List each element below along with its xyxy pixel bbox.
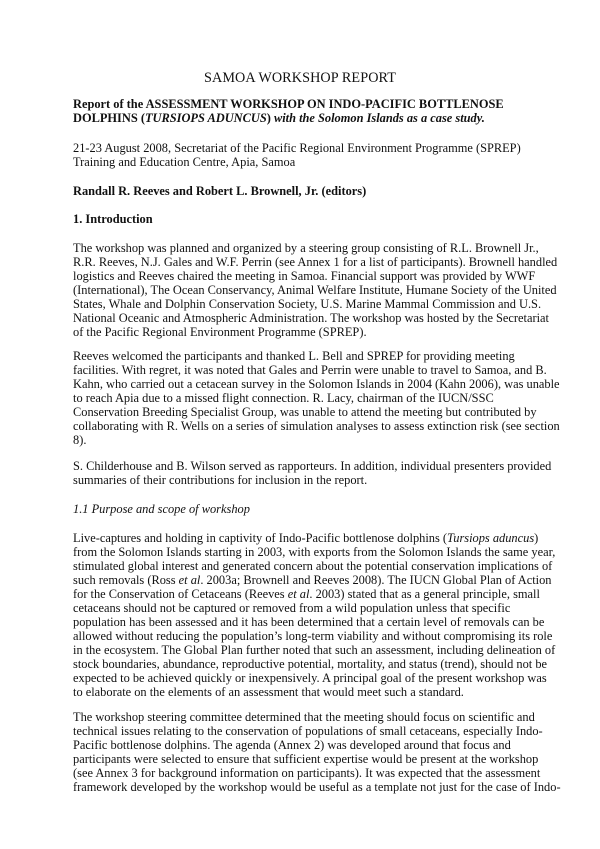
text-run: population has been assessed and it has been determined that a certain level of removals can be — [73, 615, 545, 629]
text-line: The workshop steering committee determined that the meeting should focus on scientific and — [73, 710, 535, 724]
text-line: Reeves welcomed the participants and thanked L. Bell and SPREP for providing meeting — [73, 349, 515, 363]
text-line — [73, 601, 573, 615]
text-run: stock boundaries, abundance, reproductive potential, mortality, and status (trend), should not be — [73, 657, 548, 671]
text-line: Training and Education Centre, Apia, Samoa — [73, 155, 296, 169]
text-run: DOLPHINS ( — [73, 111, 145, 125]
text-line — [73, 573, 573, 587]
text-line: National Oceanic and Atmospheric Administration. The workshop was hosted by the Secretariat — [73, 311, 550, 325]
text-run: et al — [287, 587, 310, 601]
text-line: 21-23 August 2008, Secretariat of the Pacific Regional Environment Programme (SPREP) — [73, 141, 521, 155]
text-line — [73, 531, 573, 545]
text-line: (see Annex 3 for background information on participants). It was expected that the assessment — [73, 766, 541, 780]
text-line — [73, 587, 573, 601]
text-run: Tursiops aduncus — [447, 531, 535, 545]
text-run: ) — [266, 111, 274, 125]
text-run: ) — [534, 531, 539, 545]
text-run: from the Solomon Islands starting in 2003, with exports from the Solomon Islands the same year, — [73, 545, 556, 559]
text-line: R.R. Reeves, N.J. Gales and W.F. Perrin (see Annex 1 for a list of participants). Brownell handled — [73, 255, 558, 269]
text-line — [73, 545, 573, 559]
text-line: Conservation Breeding Specialist Group, was unable to attend the meeting but contributed by — [73, 405, 537, 419]
text-line: technical issues relating to the conservation of populations of small cetaceans, especially Indo- — [73, 724, 543, 738]
editors-line: Randall R. Reeves and Robert L. Brownell, Jr. (editors) — [73, 184, 367, 198]
text-line: collaborating with R. Wells on a series of simulation analyses to assess extinction risk (see section — [73, 419, 560, 433]
text-line: framework developed by the workshop would be useful as a template not just for the case of Indo- — [73, 780, 561, 794]
text-line: to reach Apia due to a missed flight connection. R. Lacy, chairman of the IUCN/SSC — [73, 391, 494, 405]
text-line — [73, 615, 573, 629]
text-run: for the Conservation of Cetaceans (Reeves — [73, 587, 288, 601]
text-line: logistics and Reeves chaired the meeting in Samoa. Financial support was provided by WWF — [73, 269, 536, 283]
text-run: Report of the ASSESSMENT WORKSHOP ON INDO-PACIFIC BOTTLENOSE — [73, 97, 504, 111]
text-line — [73, 559, 573, 573]
text-line — [73, 657, 573, 671]
text-line: Pacific bottlenose dolphins. The agenda (Annex 2) was developed around that focus and — [73, 738, 511, 752]
paragraph-steering-group — [73, 241, 573, 339]
text-run: expected to be achieved quickly or inexpensively. A principal goal of the present workshop was — [73, 671, 547, 685]
text-line: (International), The Ocean Conservancy, Animal Welfare Institute, Humane Society of the United — [73, 283, 557, 297]
venue-info — [73, 141, 573, 169]
text-run: in the ecosystem. The Global Plan further noted that such an assessment, including delineation of — [73, 643, 556, 657]
text-line: participants were selected to ensure that sufficient expertise would be present at the workshop — [73, 752, 539, 766]
section-heading-introduction: 1. Introduction — [73, 212, 153, 226]
paragraph-steering-committee — [73, 710, 573, 794]
text-run: such removals (Ross — [73, 573, 179, 587]
text-line: The workshop was planned and organized by a steering group consisting of R.L. Brownell Jr., — [73, 241, 539, 255]
text-run: stimulated global interest and generated concern about the potential conservation implications of — [73, 559, 553, 573]
text-run: allowed without reducing the population’s long-term viability and without compromising its role — [73, 629, 553, 643]
text-run: Live-captures and holding in captivity of Indo-Pacific bottlenose dolphins ( — [73, 531, 448, 545]
report-title: SAMOA WORKSHOP REPORT — [203, 70, 397, 86]
text-line — [73, 97, 573, 111]
text-run: et al — [178, 573, 201, 587]
text-line — [73, 643, 573, 657]
text-line: S. Childerhouse and B. Wilson served as rapporteurs. In addition, individual presenters provided — [73, 459, 552, 473]
paragraph-welcome — [73, 349, 573, 447]
text-line: of the Pacific Regional Environment Programme (SPREP). — [73, 325, 367, 339]
text-run: . 2003) stated that as a general principle, small — [309, 587, 540, 601]
text-run: with the Solomon Islands as a case study. — [273, 111, 485, 125]
section-heading-purpose-scope: 1.1 Purpose and scope of workshop — [73, 502, 250, 516]
text-line: Kahn, who carried out a cetacean survey in the Solomon Islands in 2004 (Kahn 2006), was unable — [73, 377, 560, 391]
text-line: 8). — [73, 433, 87, 447]
text-run: . 2003a; Brownell and Reeves 2008). The IUCN Global Plan of Action — [200, 573, 552, 587]
text-line — [73, 671, 573, 685]
text-line: summaries of their contributions for inclusion in the report. — [73, 473, 368, 487]
text-line — [73, 629, 573, 643]
text-line: States, Whale and Dolphin Conservation Society, U.S. Marine Mammal Commission and U.S. — [73, 297, 542, 311]
paragraph-rapporteurs — [73, 459, 573, 487]
paragraph-live-captures — [73, 531, 573, 699]
text-line — [73, 685, 573, 699]
text-run: to elaborate on the elements of an assessment that would meet such a standard. — [73, 685, 464, 699]
text-run: cetaceans should not be captured or removed from a wild population unless that specific — [73, 601, 511, 615]
text-line — [73, 111, 573, 125]
text-line: facilities. With regret, it was noted that Gales and Perrin were unable to travel to Samoa, and B. — [73, 363, 547, 377]
report-subtitle — [73, 97, 573, 125]
text-run: TURSIOPS ADUNCUS — [144, 111, 267, 125]
